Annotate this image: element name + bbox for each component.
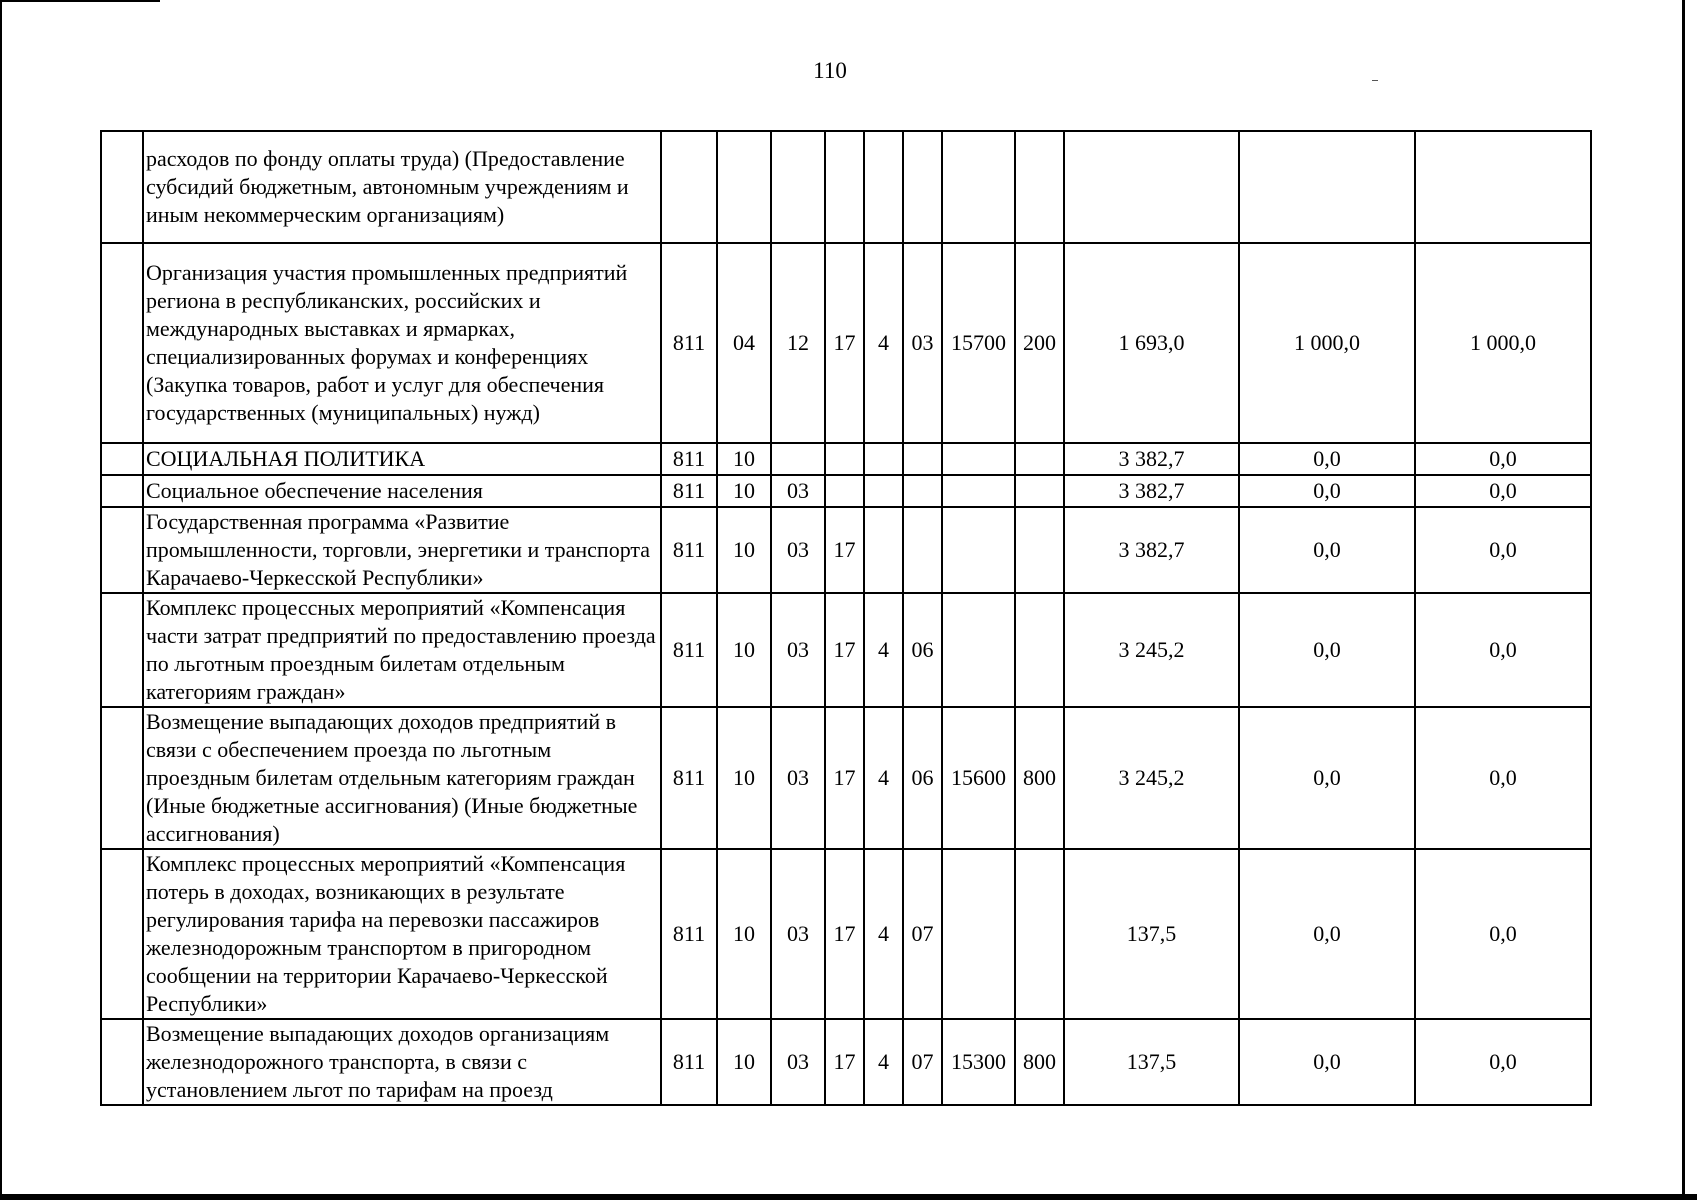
grbs-cell: 811 [661,1019,717,1105]
grbs-cell: 811 [661,243,717,443]
program-cell [825,131,864,243]
structure-element-cell: 07 [903,1019,942,1105]
structure-element-cell [903,443,942,475]
direction-code-cell: 15600 [942,707,1015,849]
direction-code-cell: 15300 [942,1019,1015,1105]
direction-code-cell: 15700 [942,243,1015,443]
structure-element-cell [903,507,942,593]
program-cell: 17 [825,707,864,849]
expense-type-cell [1015,507,1064,593]
amount-year1-cell: 137,5 [1064,1019,1239,1105]
amount-year2-cell: 0,0 [1239,707,1415,849]
section-cell: 10 [717,443,771,475]
subprogram-type-cell: 4 [864,243,903,443]
program-cell: 17 [825,243,864,443]
grbs-cell: 811 [661,475,717,507]
table-row [101,707,1591,849]
amount-year1-cell: 3 382,7 [1064,507,1239,593]
table-row [101,243,1591,443]
structure-element-cell: 06 [903,707,942,849]
table-row [101,507,1591,593]
expense-type-cell [1015,131,1064,243]
program-cell: 17 [825,507,864,593]
structure-element-cell [903,475,942,507]
section-cell: 10 [717,1019,771,1105]
subprogram-type-cell [864,443,903,475]
amount-year2-cell: 0,0 [1239,1019,1415,1105]
section-cell: 10 [717,593,771,707]
subprogram-type-cell: 4 [864,707,903,849]
item-name-cell: Комплекс процессных мероприятий «Компенсация части затрат предприятий по предоставлению проезда по льготным проездным билетам отдельным категориям граждан» [143,593,661,707]
row-index-cell [101,1019,143,1105]
section-cell: 04 [717,243,771,443]
section-cell: 10 [717,475,771,507]
subsection-cell: 03 [771,475,825,507]
subsection-cell [771,131,825,243]
item-name-cell: СОЦИАЛЬНАЯ ПОЛИТИКА [143,443,661,475]
expense-type-cell [1015,443,1064,475]
expense-type-cell [1015,475,1064,507]
item-name-cell: Государственная программа «Развитие промышленности, торговли, энергетики и транспорта Карачаево-Черкесской Республики» [143,507,661,593]
amount-year3-cell: 0,0 [1415,849,1591,1019]
row-index-cell [101,443,143,475]
amount-year1-cell: 3 382,7 [1064,443,1239,475]
amount-year2-cell: 1 000,0 [1239,243,1415,443]
amount-year1-cell: 137,5 [1064,849,1239,1019]
subprogram-type-cell [864,131,903,243]
table-row [101,593,1591,707]
direction-code-cell [942,593,1015,707]
item-name-cell: Возмещение выпадающих доходов предприятий в связи с обеспечением проезда по льготным проездным билетам отдельным категориям граждан (Иные бюджетные ассигнования) (Иные бюджетные ассигнования) [143,707,661,849]
section-cell: 10 [717,707,771,849]
section-cell: 10 [717,849,771,1019]
direction-code-cell [942,849,1015,1019]
program-cell: 17 [825,1019,864,1105]
expense-type-cell: 800 [1015,707,1064,849]
table-row [101,131,1591,243]
subsection-cell: 03 [771,593,825,707]
program-cell: 17 [825,593,864,707]
program-cell: 17 [825,849,864,1019]
table-row [101,443,1591,475]
item-name-cell: Комплекс процессных мероприятий «Компенсация потерь в доходах, возникающих в результате регулирования тарифа на перевозки пассажиров железнодорожным транспортом в пригородном сообщении на территории Карачаево-Черкесской Республики» [143,849,661,1019]
item-name-cell: Организация участия промышленных предприятий региона в республиканских, российских и международных выставках и ярмарках, специализированных форумах и конференциях (Закупка товаров, работ и услуг для обеспечения государственных (муниципальных) нужд) [143,243,661,443]
subprogram-type-cell: 4 [864,849,903,1019]
grbs-cell: 811 [661,593,717,707]
direction-code-cell [942,475,1015,507]
amount-year1-cell: 1 693,0 [1064,243,1239,443]
expense-type-cell: 800 [1015,1019,1064,1105]
subsection-cell: 03 [771,1019,825,1105]
row-index-cell [101,593,143,707]
direction-code-cell [942,131,1015,243]
grbs-cell: 811 [661,443,717,475]
row-index-cell [101,475,143,507]
subsection-cell: 12 [771,243,825,443]
subprogram-type-cell: 4 [864,593,903,707]
grbs-cell [661,131,717,243]
amount-year1-cell [1064,131,1239,243]
subprogram-type-cell [864,475,903,507]
amount-year2-cell [1239,131,1415,243]
expense-type-cell [1015,593,1064,707]
table-row [101,849,1591,1019]
amount-year3-cell: 0,0 [1415,475,1591,507]
structure-element-cell: 06 [903,593,942,707]
amount-year3-cell: 0,0 [1415,593,1591,707]
subprogram-type-cell: 4 [864,1019,903,1105]
amount-year2-cell: 0,0 [1239,849,1415,1019]
amount-year1-cell: 3 245,2 [1064,593,1239,707]
structure-element-cell: 07 [903,849,942,1019]
amount-year2-cell: 0,0 [1239,443,1415,475]
structure-element-cell: 03 [903,243,942,443]
budget-table [100,130,1592,1106]
grbs-cell: 811 [661,707,717,849]
table-row [101,475,1591,507]
direction-code-cell [942,507,1015,593]
row-index-cell [101,243,143,443]
amount-year1-cell: 3 245,2 [1064,707,1239,849]
section-cell: 10 [717,507,771,593]
amount-year3-cell: 0,0 [1415,443,1591,475]
grbs-cell: 811 [661,507,717,593]
row-index-cell [101,849,143,1019]
expense-type-cell: 200 [1015,243,1064,443]
amount-year1-cell: 3 382,7 [1064,475,1239,507]
amount-year3-cell [1415,131,1591,243]
subsection-cell [771,443,825,475]
amount-year2-cell: 0,0 [1239,507,1415,593]
amount-year3-cell: 0,0 [1415,1019,1591,1105]
amount-year3-cell: 0,0 [1415,707,1591,849]
section-cell [717,131,771,243]
item-name-cell: расходов по фонду оплаты труда) (Предоставление субсидий бюджетным, автономным учреждениям и иным некоммерческим организациям) [143,131,661,243]
amount-year3-cell: 1 000,0 [1415,243,1591,443]
row-index-cell [101,507,143,593]
amount-year2-cell: 0,0 [1239,593,1415,707]
page-number: 110 [813,58,847,83]
item-name-cell: Возмещение выпадающих доходов организациям железнодорожного транспорта, в связи с установлением льгот по тарифам на проезд [143,1019,661,1105]
item-name-cell: Социальное обеспечение населения [143,475,661,507]
amount-year3-cell: 0,0 [1415,507,1591,593]
table-row [101,1019,1591,1105]
program-cell [825,475,864,507]
expense-type-cell [1015,849,1064,1019]
program-cell [825,443,864,475]
row-index-cell [101,131,143,243]
row-index-cell [101,707,143,849]
subsection-cell: 03 [771,507,825,593]
amount-year2-cell: 0,0 [1239,475,1415,507]
scan-border-left [0,0,2,1200]
structure-element-cell [903,131,942,243]
subprogram-type-cell [864,507,903,593]
scan-border-right [1682,0,1685,1200]
scan-border-bottom [0,1194,1697,1200]
scan-border-top [0,0,160,2]
subsection-cell: 03 [771,707,825,849]
grbs-cell: 811 [661,849,717,1019]
direction-code-cell [942,443,1015,475]
subsection-cell: 03 [771,849,825,1019]
